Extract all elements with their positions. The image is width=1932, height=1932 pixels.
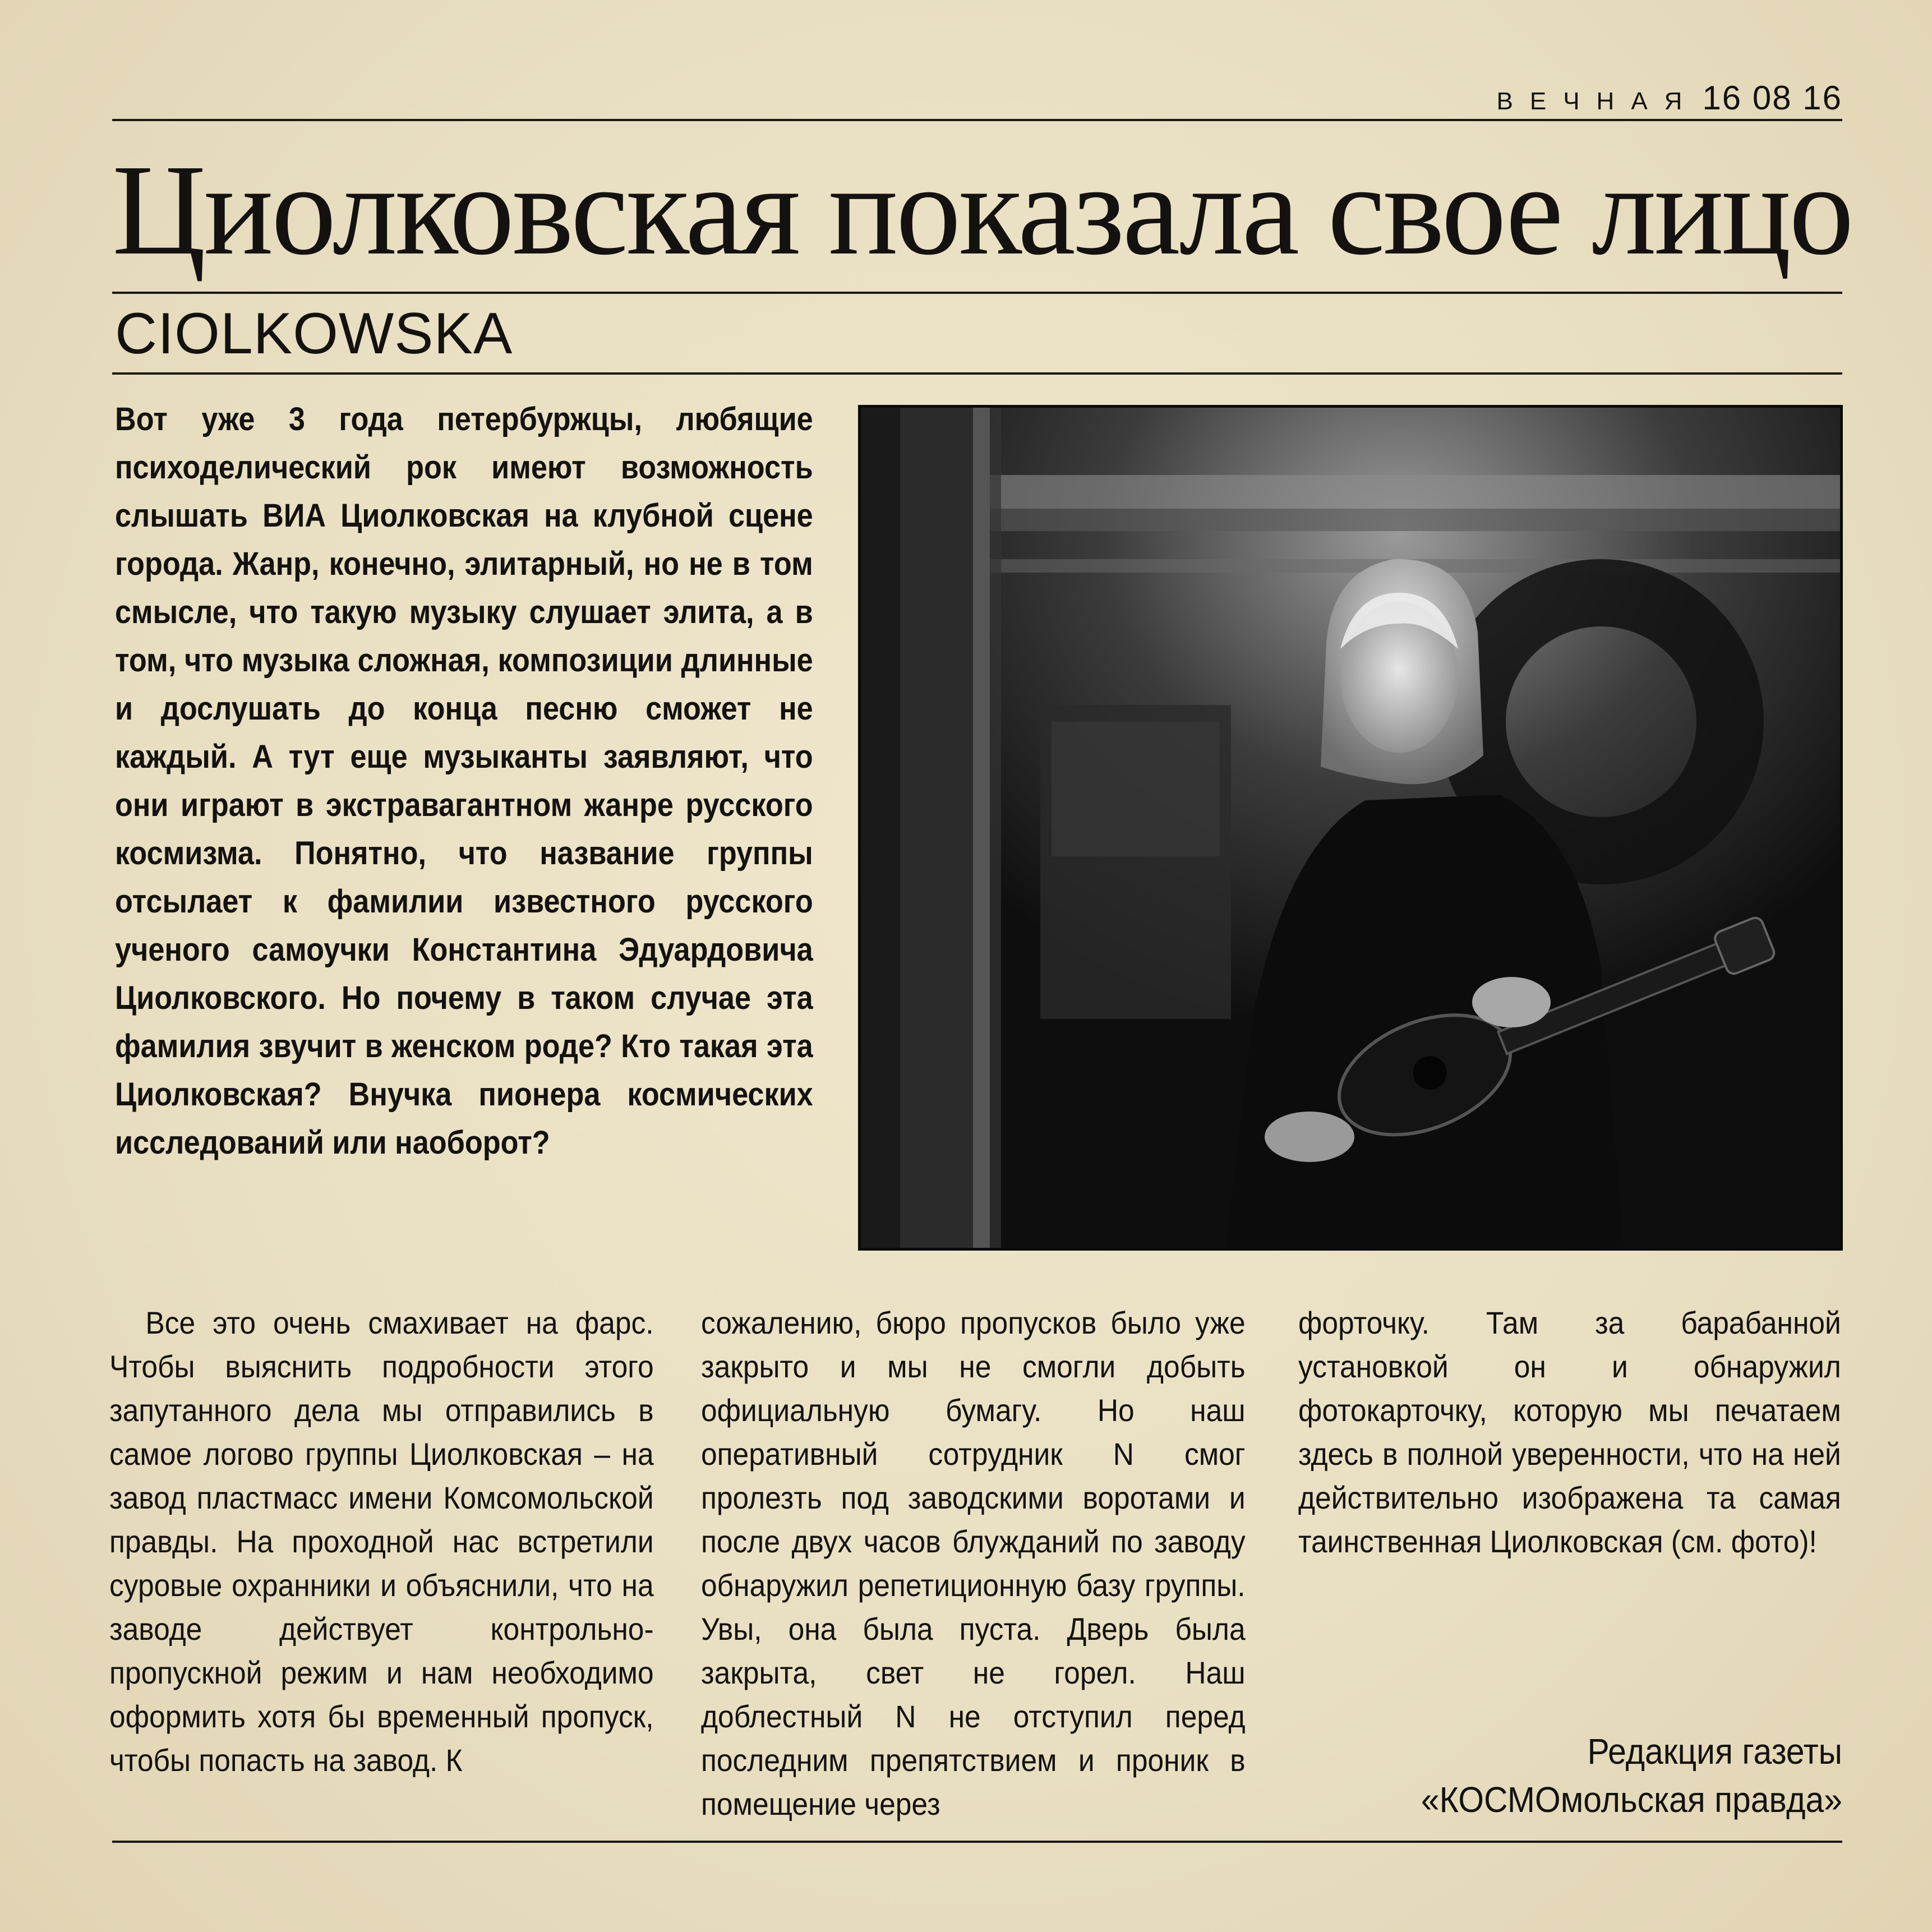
headline-rule: [112, 292, 1842, 294]
bottom-rule: [112, 1841, 1842, 1843]
photo-illustration: [861, 408, 1840, 1248]
signature-line-1: Редакция газеты: [1587, 1731, 1842, 1772]
article-headline: Циолковская показала свое лицо: [112, 138, 1852, 282]
newspaper-name: ВЕЧНАЯ: [1496, 87, 1699, 115]
article-column-2: сожалению, бюро пропусков было уже закрыто и мы не смогли добыть официальную бумагу. Но наш оперативный сотрудник N смог пролезть под заводскими воротами и после двух часов блужданий по заводу обнаружил репетиционную базу группы. Увы, она была пуста. Дверь была закрыта, свет не горел. Наш доблестный N не отступил перед последним препятствием и проник в помещение через: [701, 1305, 1246, 1822]
subhead-rule: [112, 372, 1842, 375]
editorial-signature: [1223, 1727, 1842, 1824]
top-rule: [112, 119, 1842, 121]
article-subhead: CIOLKOWSKA: [115, 301, 513, 366]
article-column-1: Все это очень смахивает на фарс. Чтобы выяснить подробности этого запутанного дела мы отправились в самое логово группы Циолковская – на завод пластмасс имени Комсомольской правды. На проходной нас встретили суровые охранники и объяснили, что на заводе действует контрольно-пропускной режим и нам необходимо оформить хотя бы временный пропуск, чтобы попасть на завод. К: [109, 1305, 654, 1778]
issue-date: 16 08 16: [1702, 79, 1842, 117]
signature-line-2: «КОСМОмольская правда»: [1421, 1779, 1842, 1820]
article-column-3: форточку. Там за барабанной установкой он и обнаружил фотокарточку, которую мы печатаем здесь в полной уверенности, что на ней действительно изображена та самая таинственная Циолковская (см. фото)!: [1298, 1305, 1841, 1559]
article-photo: [858, 405, 1843, 1251]
lead-paragraph: Вот уже 3 года петербуржцы, любящие психоделический рок имеют возможность слышать ВИА Циолковская на клубной сцене города. Жанр, конечно, элитарный, но не в том смысле, что такую музыку слушает элита, а в том, что музыка сложная, композиции длинные и дослушать до конца песню сможет не каждый. А тут еще музыканты заявляют, что они играют в экстравагантном жанре русского космизма. Понятно, что название группы отсылает к фамилии известного русского ученого самоучки Константина Эдуардовича Циолковского. Но почему в таком случае эта фамилия звучит в женском роде? Кто такая эта Циолковская? Внучка пионера космических исследований или наоборот?: [115, 401, 813, 1161]
masthead: [112, 79, 1842, 118]
